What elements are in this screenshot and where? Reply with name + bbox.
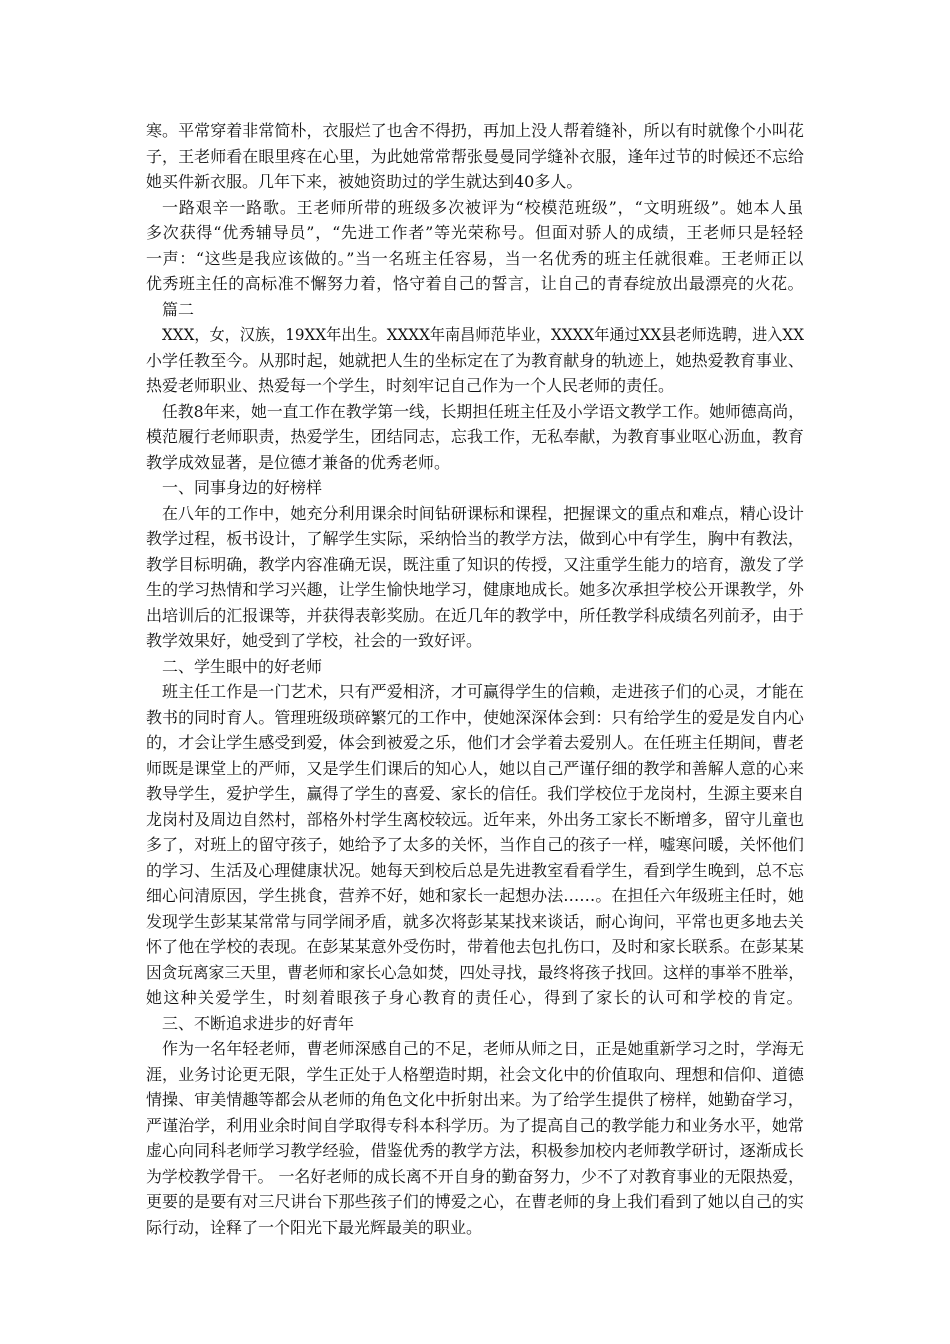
text-line: 一、同事身边的好榜样 [162,478,323,497]
text-line: 龙岗村及周边自然村，部格外村学生离校较远。近年来，外出务工家长不断增多，留守儿童也 [146,809,804,829]
text-line: 她买件新衣服。几年下来，被她资助过的学生就达到40多人。 [146,172,583,191]
text-line: 发现学生彭某某常常与同学闹矛盾，就多次将彭某某找来谈话，耐心询问，平常也更多地去关 [146,911,804,931]
text-line: 多次获得“优秀辅导员”，“先进工作者”等光荣称号。但面对骄人的成绩，王老师只是轻轻 [146,223,804,242]
text-line: 虚心向同科老师学习教学经验，借鉴优秀的教学方法，积极参加校内老师教学研讨，逐渐成长 [146,1141,804,1160]
text-line: 严谨治学，利用业余时间自学取得专科本科学历。为了提高自己的教学能力和业务水平，她常 [146,1115,804,1135]
text-line: 教学目标明确，教学内容准确无误，既注重了知识的传授，又注重学生能力的培育，激发了学 [146,554,804,574]
text-line: 师既是课堂上的严师，又是学生们课后的知心人，她以自己严谨仔细的教学和善解人意的心来 [146,758,804,778]
text-line: 小学任教至今。从那时起，她就把人生的坐标定在了为教育献身的轨迹上，她热爱教育事业、 [146,350,804,370]
text-line: 篇二 [162,299,195,319]
text-line: 际行动，诠释了一个阳光下最光辉最美的职业。 [146,1217,483,1237]
text-line: 的，才会让学生感受到爱，体会到被爱之乐，他们才会学着去爱别人。在任班主任期间，曹老 [146,733,804,752]
text-line: 教学成效显著，是位德才兼备的优秀老师。 [146,452,451,472]
text-line: 一路艰辛一路歌。王老师所带的班级多次被评为“校模范班级”，“文明班级”。她本人虽 [162,197,804,217]
text-line: 出培训后的汇报课等，并获得表彰奖励。在近几年的教学中，所任教学科成绩名列前矛，由于 [146,605,804,625]
text-line: 二、学生眼中的好老师 [162,656,323,676]
text-line: 在八年的工作中，她充分利用课余时间钻研课标和课程，把握课文的重点和难点，精心设计 [162,503,804,523]
text-line: 优秀班主任的高标准不懈努力着，恪守着自己的誓言，让自己的青春绽放出最漂亮的火花。 [146,274,804,293]
text-line: 涯，业务讨论更无限，学生正处于人格塑造时期，社会文化中的价值取向、理想和信仰、道德 [146,1064,804,1084]
text-line: 因贪玩离家三天里，曹老师和家长心急如焚，四处寻找，最终将孩子找回。这样的事举不胜举， [146,962,804,982]
text-line: 细心问清原因，学生挑食，营养不好，她和家长一起想办法……。在担任六年级班主任时，她 [146,886,804,905]
text-line: 一声：“这些是我应该做的。”当一名班主任容易，当一名优秀的班主任就很难。王老师正以 [146,248,804,268]
text-line: 三、不断追求进步的好青年 [162,1013,355,1033]
text-line: 教学效果好，她受到了学校，社会的一致好评。 [146,631,483,650]
text-line: 子，王老师看在眼里疼在心里，为此她常常帮张曼曼同学缝补衣服，逢年过节的时候还不忘给 [146,146,804,166]
text-line: 多了，对班上的留守孩子，她给予了太多的关怀，当作自己的孩子一样，嘘寒问暖，关怀他们 [146,835,804,854]
text-line: 模范履行老师职责，热爱学生，团结同志，忘我工作，无私奉献，为教育事业呕心沥血，教育 [146,427,804,446]
text-line: 任教8年来，她一直工作在教学第一线，长期担任班主任及小学语文教学工作。她师德高尚， [162,401,804,421]
text-line: 怀了他在学校的表现。在彭某某意外受伤时，带着他去包扎伤口，及时和家长联系。在彭某某 [146,937,804,956]
text-line: 情操、审美情趣等都会从老师的角色文化中折射出来。为了给学生提供了榜样，她勤奋学习， [146,1090,804,1109]
text-line: 寒。平常穿着非常简朴，衣服烂了也舍不得扔，再加上没人帮着缝补，所以有时就像个小叫花 [146,121,804,140]
text-line: XXX，女，汉族，19XX年出生。XXXX年南昌师范毕业，XXXX年通过XX县老师选聘，进入XX [162,325,804,344]
text-line: 教书的同时育人。管理班级琐碎繁冗的工作中，使她深深体会到：只有给学生的爱是发自内心 [146,707,804,727]
text-line: 她这种关爱学生，时刻着眼孩子身心教育的责任心，得到了家长的认可和学校的肯定。 [146,988,804,1007]
text-line: 生的学习热情和学习兴趣，让学生愉快地学习，健康地成长。她多次承担学校公开课教学，外 [146,580,804,599]
document-page [146,118,804,1240]
text-line: 的学习、生活及心理健康状况。她每天到校后总是先进教室看看学生，看到学生晚到，总不忘 [146,860,804,880]
text-line: 教导学生，爱护学生，赢得了学生的喜爱、家长的信任。我们学校位于龙岗村，生源主要来自 [146,784,804,803]
text-line: 班主任工作是一门艺术，只有严爱相济，才可赢得学生的信赖，走进孩子们的心灵，才能在 [162,682,804,701]
text-line: 教学过程，板书设计，了解学生实际，采纳恰当的教学方法，做到心中有学生，胸中有教法， [146,529,804,548]
text-line: 更要的是要有对三尺讲台下那些孩子们的博爱之心，在曹老师的身上我们看到了她以自己的实 [146,1192,804,1211]
text-line: 热爱老师职业、热爱每一个学生，时刻牢记自己作为一个人民老师的责任。 [146,376,675,395]
text-line: 为学校教学骨干。 一名好老师的成长离不开自身的勤奋努力，少不了对教育事业的无限热爱， [146,1166,804,1186]
text-line: 作为一名年轻老师，曹老师深感自己的不足，老师从师之日，正是她重新学习之时，学海无 [162,1039,804,1058]
